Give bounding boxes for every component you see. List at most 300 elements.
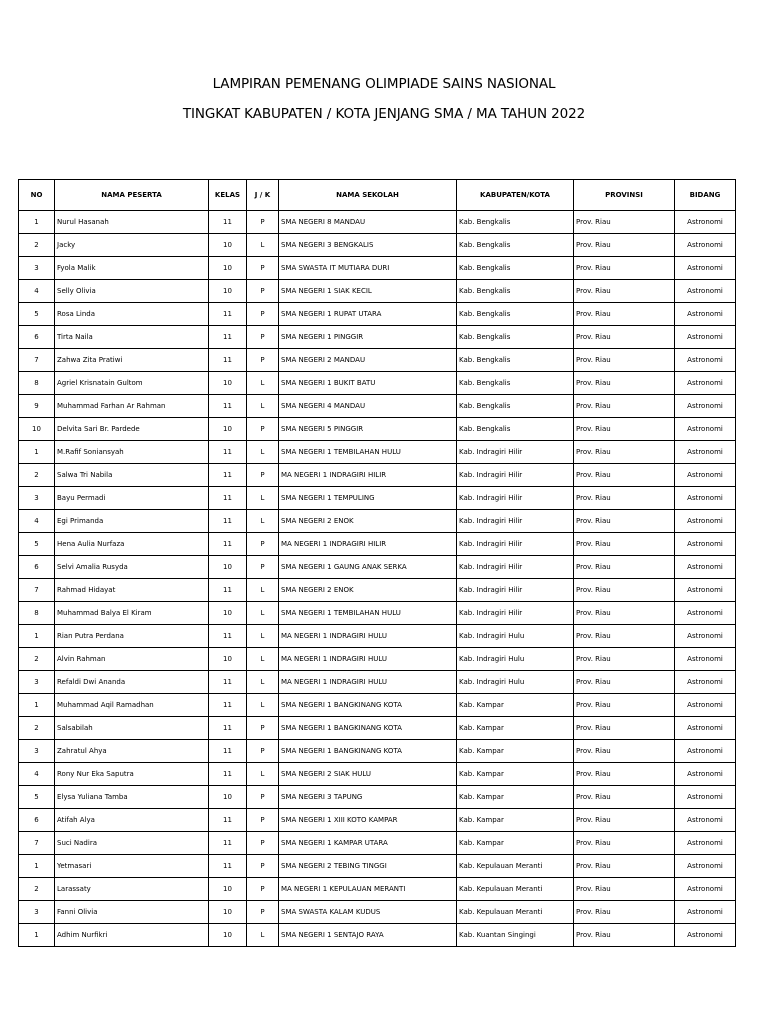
cell-nama-sekolah: SMA NEGERI 1 BANGKINANG KOTA <box>279 694 457 717</box>
cell-nama-peserta: M.Rafif Soniansyah <box>55 441 209 464</box>
table-row <box>19 326 736 349</box>
cell-bidang: Astronomi <box>675 579 736 602</box>
cell-no: 2 <box>19 717 55 740</box>
table-row <box>19 303 736 326</box>
cell-no: 5 <box>19 303 55 326</box>
cell-nama-peserta: Tirta Naila <box>55 326 209 349</box>
cell-jk: L <box>247 395 279 418</box>
cell-nama-sekolah: SMA NEGERI 1 BANGKINANG KOTA <box>279 740 457 763</box>
cell-nama-sekolah: SMA NEGERI 2 ENOK <box>279 510 457 533</box>
cell-provinsi: Prov. Riau <box>574 786 675 809</box>
cell-nama-sekolah: SMA NEGERI 4 MANDAU <box>279 395 457 418</box>
column-header-nama-sekolah: NAMA SEKOLAH <box>279 180 457 211</box>
cell-nama-peserta: Adhim Nurfikri <box>55 924 209 947</box>
cell-nama-peserta: Selvi Amalia Rusyda <box>55 556 209 579</box>
cell-jk: L <box>247 487 279 510</box>
cell-nama-sekolah: SMA SWASTA KALAM KUDUS <box>279 901 457 924</box>
cell-bidang: Astronomi <box>675 441 736 464</box>
table-row <box>19 809 736 832</box>
cell-no: 6 <box>19 326 55 349</box>
table-row <box>19 579 736 602</box>
table-row <box>19 740 736 763</box>
column-header-jk: J / K <box>247 180 279 211</box>
cell-nama-peserta: Muhammad Farhan Ar Rahman <box>55 395 209 418</box>
cell-nama-sekolah: SMA NEGERI 2 SIAK HULU <box>279 763 457 786</box>
cell-kelas: 10 <box>209 648 247 671</box>
cell-nama-sekolah: SMA NEGERI 2 TEBING TINGGI <box>279 855 457 878</box>
cell-no: 2 <box>19 234 55 257</box>
cell-kabupaten-kota: Kab. Bengkalis <box>457 257 574 280</box>
cell-kelas: 11 <box>209 510 247 533</box>
cell-nama-peserta: Hena Aulia Nurfaza <box>55 533 209 556</box>
cell-no: 1 <box>19 924 55 947</box>
table-row <box>19 487 736 510</box>
cell-bidang: Astronomi <box>675 671 736 694</box>
table-row <box>19 694 736 717</box>
cell-no: 4 <box>19 280 55 303</box>
cell-nama-peserta: Salsabilah <box>55 717 209 740</box>
cell-bidang: Astronomi <box>675 280 736 303</box>
cell-provinsi: Prov. Riau <box>574 878 675 901</box>
cell-kelas: 11 <box>209 694 247 717</box>
cell-bidang: Astronomi <box>675 257 736 280</box>
cell-kelas: 11 <box>209 349 247 372</box>
column-header-kelas: KELAS <box>209 180 247 211</box>
cell-provinsi: Prov. Riau <box>574 464 675 487</box>
cell-jk: P <box>247 418 279 441</box>
cell-kabupaten-kota: Kab. Indragiri Hulu <box>457 625 574 648</box>
cell-no: 5 <box>19 533 55 556</box>
cell-nama-sekolah: MA NEGERI 1 INDRAGIRI HILIR <box>279 533 457 556</box>
cell-kelas: 11 <box>209 326 247 349</box>
cell-nama-peserta: Refaldi Dwi Ananda <box>55 671 209 694</box>
cell-nama-peserta: Muhammad Balya El Kiram <box>55 602 209 625</box>
cell-jk: P <box>247 855 279 878</box>
cell-nama-sekolah: SMA NEGERI 1 TEMBILAHAN HULU <box>279 441 457 464</box>
cell-no: 2 <box>19 878 55 901</box>
cell-kelas: 11 <box>209 533 247 556</box>
table-row <box>19 349 736 372</box>
table-row <box>19 855 736 878</box>
cell-kelas: 11 <box>209 809 247 832</box>
cell-nama-sekolah: SMA NEGERI 1 RUPAT UTARA <box>279 303 457 326</box>
cell-kabupaten-kota: Kab. Indragiri Hulu <box>457 648 574 671</box>
cell-kabupaten-kota: Kab. Kampar <box>457 740 574 763</box>
cell-bidang: Astronomi <box>675 901 736 924</box>
cell-nama-peserta: Elysa Yuliana Tamba <box>55 786 209 809</box>
cell-bidang: Astronomi <box>675 533 736 556</box>
cell-nama-peserta: Salwa Tri Nabila <box>55 464 209 487</box>
cell-jk: L <box>247 579 279 602</box>
cell-kelas: 11 <box>209 487 247 510</box>
cell-nama-peserta: Suci Nadira <box>55 832 209 855</box>
table-row <box>19 257 736 280</box>
cell-kabupaten-kota: Kab. Bengkalis <box>457 418 574 441</box>
table-row <box>19 441 736 464</box>
cell-bidang: Astronomi <box>675 878 736 901</box>
cell-bidang: Astronomi <box>675 234 736 257</box>
cell-bidang: Astronomi <box>675 694 736 717</box>
cell-kelas: 10 <box>209 234 247 257</box>
table-row <box>19 878 736 901</box>
cell-jk: P <box>247 349 279 372</box>
cell-provinsi: Prov. Riau <box>574 349 675 372</box>
cell-provinsi: Prov. Riau <box>574 418 675 441</box>
cell-provinsi: Prov. Riau <box>574 901 675 924</box>
table-header-row <box>19 180 736 211</box>
cell-no: 8 <box>19 372 55 395</box>
cell-bidang: Astronomi <box>675 832 736 855</box>
cell-nama-sekolah: SMA NEGERI 5 PINGGIR <box>279 418 457 441</box>
cell-nama-peserta: Fyola Malik <box>55 257 209 280</box>
cell-kelas: 10 <box>209 786 247 809</box>
cell-kelas: 11 <box>209 211 247 234</box>
document-title-line2: TINGKAT KABUPATEN / KOTA JENJANG SMA / MA TAHUN 2022 <box>182 106 586 122</box>
cell-provinsi: Prov. Riau <box>574 441 675 464</box>
column-header-provinsi: PROVINSI <box>574 180 675 211</box>
cell-no: 3 <box>19 487 55 510</box>
cell-nama-sekolah: SMA NEGERI 1 XIII KOTO KAMPAR <box>279 809 457 832</box>
cell-kelas: 10 <box>209 556 247 579</box>
cell-kabupaten-kota: Kab. Kampar <box>457 717 574 740</box>
table-row <box>19 211 736 234</box>
cell-kelas: 11 <box>209 625 247 648</box>
cell-kelas: 11 <box>209 855 247 878</box>
cell-no: 9 <box>19 395 55 418</box>
cell-nama-peserta: Delvita Sari Br. Pardede <box>55 418 209 441</box>
cell-jk: P <box>247 901 279 924</box>
table-row <box>19 671 736 694</box>
cell-provinsi: Prov. Riau <box>574 694 675 717</box>
cell-provinsi: Prov. Riau <box>574 280 675 303</box>
cell-no: 2 <box>19 648 55 671</box>
cell-provinsi: Prov. Riau <box>574 763 675 786</box>
cell-nama-peserta: Rahmad Hidayat <box>55 579 209 602</box>
cell-no: 6 <box>19 809 55 832</box>
cell-bidang: Astronomi <box>675 418 736 441</box>
cell-kabupaten-kota: Kab. Indragiri Hilir <box>457 602 574 625</box>
cell-provinsi: Prov. Riau <box>574 234 675 257</box>
cell-provinsi: Prov. Riau <box>574 487 675 510</box>
cell-jk: L <box>247 671 279 694</box>
cell-no: 1 <box>19 211 55 234</box>
cell-bidang: Astronomi <box>675 372 736 395</box>
cell-kelas: 11 <box>209 579 247 602</box>
cell-no: 5 <box>19 786 55 809</box>
cell-nama-sekolah: SMA NEGERI 3 BENGKALIS <box>279 234 457 257</box>
cell-kabupaten-kota: Kab. Bengkalis <box>457 280 574 303</box>
cell-no: 3 <box>19 740 55 763</box>
cell-nama-sekolah: MA NEGERI 1 KEPULAUAN MERANTI <box>279 878 457 901</box>
cell-no: 6 <box>19 556 55 579</box>
cell-nama-sekolah: SMA NEGERI 1 PINGGIR <box>279 326 457 349</box>
cell-kelas: 11 <box>209 717 247 740</box>
cell-jk: P <box>247 303 279 326</box>
table-row <box>19 901 736 924</box>
table-row <box>19 533 736 556</box>
cell-provinsi: Prov. Riau <box>574 924 675 947</box>
cell-kabupaten-kota: Kab. Bengkalis <box>457 211 574 234</box>
cell-provinsi: Prov. Riau <box>574 257 675 280</box>
cell-bidang: Astronomi <box>675 211 736 234</box>
cell-bidang: Astronomi <box>675 740 736 763</box>
cell-kelas: 11 <box>209 832 247 855</box>
cell-bidang: Astronomi <box>675 855 736 878</box>
table-row <box>19 602 736 625</box>
table-row <box>19 418 736 441</box>
cell-nama-sekolah: SMA NEGERI 3 TAPUNG <box>279 786 457 809</box>
cell-bidang: Astronomi <box>675 349 736 372</box>
table-row <box>19 395 736 418</box>
cell-kabupaten-kota: Kab. Indragiri Hilir <box>457 533 574 556</box>
table-row <box>19 786 736 809</box>
cell-bidang: Astronomi <box>675 556 736 579</box>
cell-provinsi: Prov. Riau <box>574 372 675 395</box>
cell-jk: L <box>247 763 279 786</box>
cell-nama-peserta: Nurul Hasanah <box>55 211 209 234</box>
cell-nama-sekolah: MA NEGERI 1 INDRAGIRI HILIR <box>279 464 457 487</box>
cell-jk: P <box>247 280 279 303</box>
cell-provinsi: Prov. Riau <box>574 326 675 349</box>
table-row <box>19 280 736 303</box>
cell-nama-peserta: Rony Nur Eka Saputra <box>55 763 209 786</box>
cell-kabupaten-kota: Kab. Indragiri Hulu <box>457 671 574 694</box>
cell-nama-peserta: Yetmasari <box>55 855 209 878</box>
cell-provinsi: Prov. Riau <box>574 648 675 671</box>
cell-kabupaten-kota: Kab. Kampar <box>457 786 574 809</box>
cell-bidang: Astronomi <box>675 763 736 786</box>
table-row <box>19 763 736 786</box>
cell-nama-peserta: Atifah Alya <box>55 809 209 832</box>
cell-kelas: 10 <box>209 878 247 901</box>
cell-kelas: 10 <box>209 418 247 441</box>
cell-bidang: Astronomi <box>675 326 736 349</box>
cell-kabupaten-kota: Kab. Bengkalis <box>457 326 574 349</box>
table-body <box>19 211 736 947</box>
cell-provinsi: Prov. Riau <box>574 211 675 234</box>
cell-bidang: Astronomi <box>675 395 736 418</box>
cell-nama-peserta: Egi Primanda <box>55 510 209 533</box>
column-header-kabupaten-kota: KABUPATEN/KOTA <box>457 180 574 211</box>
cell-nama-sekolah: SMA NEGERI 1 TEMBILAHAN HULU <box>279 602 457 625</box>
cell-bidang: Astronomi <box>675 303 736 326</box>
cell-nama-sekolah: MA NEGERI 1 INDRAGIRI HULU <box>279 625 457 648</box>
cell-kelas: 11 <box>209 671 247 694</box>
cell-jk: L <box>247 372 279 395</box>
cell-nama-sekolah: SMA NEGERI 2 MANDAU <box>279 349 457 372</box>
cell-kabupaten-kota: Kab. Kampar <box>457 694 574 717</box>
cell-nama-peserta: Jacky <box>55 234 209 257</box>
cell-provinsi: Prov. Riau <box>574 809 675 832</box>
cell-kelas: 10 <box>209 372 247 395</box>
cell-provinsi: Prov. Riau <box>574 832 675 855</box>
cell-kabupaten-kota: Kab. Kepulauan Meranti <box>457 901 574 924</box>
cell-bidang: Astronomi <box>675 487 736 510</box>
table-row <box>19 372 736 395</box>
cell-provinsi: Prov. Riau <box>574 602 675 625</box>
cell-bidang: Astronomi <box>675 809 736 832</box>
cell-no: 3 <box>19 257 55 280</box>
cell-nama-sekolah: SMA NEGERI 2 ENOK <box>279 579 457 602</box>
cell-no: 1 <box>19 441 55 464</box>
cell-kabupaten-kota: Kab. Indragiri Hilir <box>457 464 574 487</box>
cell-kabupaten-kota: Kab. Indragiri Hilir <box>457 556 574 579</box>
cell-no: 1 <box>19 625 55 648</box>
cell-kelas: 11 <box>209 740 247 763</box>
cell-nama-peserta: Agriel Krisnatain Gultom <box>55 372 209 395</box>
cell-nama-peserta: Muhammad Aqil Ramadhan <box>55 694 209 717</box>
cell-kabupaten-kota: Kab. Indragiri Hilir <box>457 487 574 510</box>
table-row <box>19 510 736 533</box>
cell-no: 10 <box>19 418 55 441</box>
cell-provinsi: Prov. Riau <box>574 625 675 648</box>
cell-no: 1 <box>19 694 55 717</box>
cell-provinsi: Prov. Riau <box>574 556 675 579</box>
cell-jk: L <box>247 510 279 533</box>
cell-kelas: 10 <box>209 602 247 625</box>
cell-kelas: 11 <box>209 303 247 326</box>
table-row <box>19 556 736 579</box>
cell-nama-sekolah: SMA NEGERI 1 KAMPAR UTARA <box>279 832 457 855</box>
cell-provinsi: Prov. Riau <box>574 579 675 602</box>
cell-no: 4 <box>19 510 55 533</box>
document-title-line1: LAMPIRAN PEMENANG OLIMPIADE SAINS NASIONAL <box>212 76 556 92</box>
cell-provinsi: Prov. Riau <box>574 740 675 763</box>
cell-nama-peserta: Rian Putra Perdana <box>55 625 209 648</box>
column-header-nama-peserta: NAMA PESERTA <box>55 180 209 211</box>
cell-bidang: Astronomi <box>675 625 736 648</box>
cell-nama-sekolah: MA NEGERI 1 INDRAGIRI HULU <box>279 671 457 694</box>
cell-provinsi: Prov. Riau <box>574 510 675 533</box>
cell-provinsi: Prov. Riau <box>574 395 675 418</box>
cell-jk: P <box>247 878 279 901</box>
cell-jk: L <box>247 441 279 464</box>
cell-jk: P <box>247 556 279 579</box>
cell-provinsi: Prov. Riau <box>574 671 675 694</box>
cell-bidang: Astronomi <box>675 717 736 740</box>
cell-kabupaten-kota: Kab. Kampar <box>457 763 574 786</box>
cell-provinsi: Prov. Riau <box>574 533 675 556</box>
cell-kabupaten-kota: Kab. Kepulauan Meranti <box>457 855 574 878</box>
table-row <box>19 464 736 487</box>
cell-nama-peserta: Bayu Permadi <box>55 487 209 510</box>
cell-kabupaten-kota: Kab. Indragiri Hilir <box>457 441 574 464</box>
cell-bidang: Astronomi <box>675 786 736 809</box>
cell-kabupaten-kota: Kab. Bengkalis <box>457 372 574 395</box>
cell-nama-sekolah: SMA NEGERI 1 TEMPULING <box>279 487 457 510</box>
cell-kabupaten-kota: Kab. Indragiri Hilir <box>457 510 574 533</box>
cell-jk: L <box>247 648 279 671</box>
table-row <box>19 924 736 947</box>
cell-bidang: Astronomi <box>675 924 736 947</box>
cell-jk: P <box>247 257 279 280</box>
cell-nama-peserta: Zahratul Ahya <box>55 740 209 763</box>
cell-jk: L <box>247 625 279 648</box>
cell-kabupaten-kota: Kab. Kepulauan Meranti <box>457 878 574 901</box>
cell-nama-peserta: Larassaty <box>55 878 209 901</box>
cell-jk: P <box>247 809 279 832</box>
cell-kabupaten-kota: Kab. Bengkalis <box>457 234 574 257</box>
cell-jk: P <box>247 740 279 763</box>
cell-nama-sekolah: SMA NEGERI 1 SENTAJO RAYA <box>279 924 457 947</box>
cell-kabupaten-kota: Kab. Kampar <box>457 832 574 855</box>
cell-jk: P <box>247 326 279 349</box>
cell-bidang: Astronomi <box>675 648 736 671</box>
cell-nama-sekolah: SMA SWASTA IT MUTIARA DURI <box>279 257 457 280</box>
cell-bidang: Astronomi <box>675 602 736 625</box>
cell-provinsi: Prov. Riau <box>574 717 675 740</box>
cell-no: 7 <box>19 832 55 855</box>
table-row <box>19 717 736 740</box>
cell-jk: P <box>247 464 279 487</box>
table-row <box>19 625 736 648</box>
cell-nama-sekolah: SMA NEGERI 1 GAUNG ANAK SERKA <box>279 556 457 579</box>
cell-kelas: 11 <box>209 763 247 786</box>
table-row <box>19 234 736 257</box>
cell-nama-sekolah: SMA NEGERI 1 BUKIT BATU <box>279 372 457 395</box>
cell-no: 7 <box>19 349 55 372</box>
cell-jk: P <box>247 786 279 809</box>
cell-kelas: 10 <box>209 257 247 280</box>
cell-jk: L <box>247 234 279 257</box>
cell-kabupaten-kota: Kab. Bengkalis <box>457 303 574 326</box>
cell-jk: P <box>247 211 279 234</box>
column-header-bidang: BIDANG <box>675 180 736 211</box>
table-row <box>19 832 736 855</box>
cell-kelas: 11 <box>209 395 247 418</box>
cell-kelas: 10 <box>209 901 247 924</box>
table-row <box>19 648 736 671</box>
cell-nama-sekolah: SMA NEGERI 1 BANGKINANG KOTA <box>279 717 457 740</box>
cell-no: 8 <box>19 602 55 625</box>
cell-no: 2 <box>19 464 55 487</box>
cell-no: 4 <box>19 763 55 786</box>
cell-nama-peserta: Selly Olivia <box>55 280 209 303</box>
cell-kabupaten-kota: Kab. Indragiri Hilir <box>457 579 574 602</box>
cell-no: 3 <box>19 671 55 694</box>
cell-kelas: 11 <box>209 441 247 464</box>
cell-kabupaten-kota: Kab. Bengkalis <box>457 395 574 418</box>
cell-jk: L <box>247 694 279 717</box>
cell-nama-peserta: Zahwa Zita Pratiwi <box>55 349 209 372</box>
cell-jk: L <box>247 924 279 947</box>
cell-provinsi: Prov. Riau <box>574 303 675 326</box>
cell-bidang: Astronomi <box>675 510 736 533</box>
cell-bidang: Astronomi <box>675 464 736 487</box>
cell-no: 3 <box>19 901 55 924</box>
winners-table <box>18 179 736 947</box>
cell-nama-peserta: Fanni Olivia <box>55 901 209 924</box>
cell-jk: P <box>247 717 279 740</box>
cell-nama-sekolah: SMA NEGERI 8 MANDAU <box>279 211 457 234</box>
cell-kabupaten-kota: Kab. Kuantan Singingi <box>457 924 574 947</box>
cell-kelas: 10 <box>209 280 247 303</box>
cell-nama-peserta: Alvin Rahman <box>55 648 209 671</box>
cell-nama-peserta: Rosa Linda <box>55 303 209 326</box>
cell-nama-sekolah: MA NEGERI 1 INDRAGIRI HULU <box>279 648 457 671</box>
cell-jk: P <box>247 533 279 556</box>
cell-jk: L <box>247 602 279 625</box>
cell-kelas: 10 <box>209 924 247 947</box>
cell-kelas: 11 <box>209 464 247 487</box>
cell-nama-sekolah: SMA NEGERI 1 SIAK KECIL <box>279 280 457 303</box>
cell-jk: P <box>247 832 279 855</box>
cell-no: 7 <box>19 579 55 602</box>
cell-provinsi: Prov. Riau <box>574 855 675 878</box>
cell-no: 1 <box>19 855 55 878</box>
cell-kabupaten-kota: Kab. Kampar <box>457 809 574 832</box>
cell-kabupaten-kota: Kab. Bengkalis <box>457 349 574 372</box>
